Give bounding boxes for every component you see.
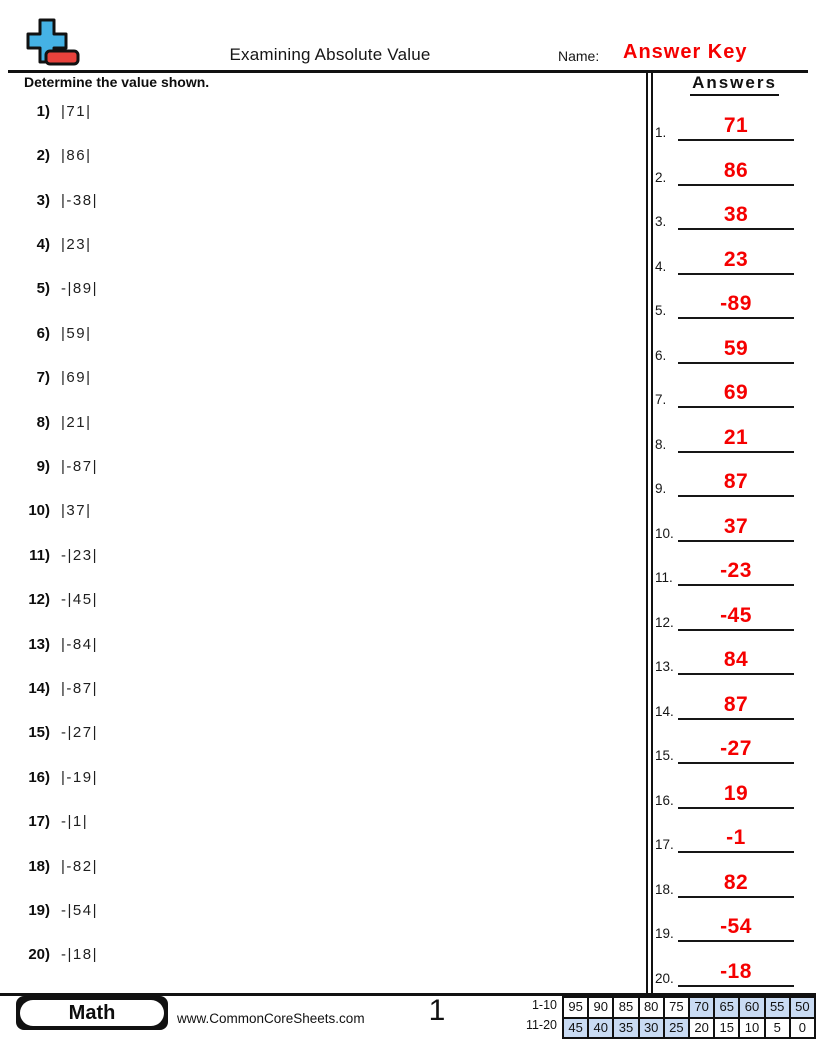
score-cell: 85 <box>614 998 637 1017</box>
answer-row <box>652 453 816 498</box>
score-cell: 5 <box>766 1019 789 1038</box>
question-row <box>24 444 624 488</box>
website-url: www.CommonCoreSheets.com <box>177 1011 365 1026</box>
answer-number: 11. <box>655 570 673 586</box>
answer-row <box>652 497 816 542</box>
answer-number: 8. <box>655 436 667 452</box>
question-expression: |86| <box>61 147 92 165</box>
question-row <box>24 666 624 710</box>
score-row-label-2: 11-20 <box>525 1018 557 1032</box>
answer-value: -18 <box>720 959 752 983</box>
answer-number: 15. <box>655 748 674 764</box>
answer-value: 19 <box>723 781 749 805</box>
subject-badge-label: Math <box>20 1000 164 1026</box>
question-number: 7) <box>36 369 50 387</box>
question-row <box>24 933 624 977</box>
score-cell: 65 <box>715 998 738 1017</box>
score-cell: 20 <box>690 1019 713 1038</box>
answer-value: 21 <box>723 425 749 449</box>
question-expression: |69| <box>61 369 92 387</box>
question-number: 14) <box>28 679 50 697</box>
score-cell: 30 <box>640 1019 663 1038</box>
question-expression: -|54| <box>61 902 98 920</box>
question-row <box>24 622 624 666</box>
answer-value: 59 <box>723 336 749 360</box>
question-number: 4) <box>36 235 50 253</box>
answer-row <box>652 809 816 854</box>
question-number: 18) <box>28 857 50 875</box>
question-row <box>24 355 624 399</box>
answer-number: 13. <box>655 659 674 675</box>
question-expression: |37| <box>61 502 92 520</box>
question-expression: |-84| <box>61 635 98 653</box>
score-cell: 95 <box>564 998 587 1017</box>
answers-heading <box>653 73 816 96</box>
question-row <box>24 888 624 932</box>
answer-value: -54 <box>720 915 752 939</box>
score-cell: 60 <box>740 998 763 1017</box>
answer-blank-line <box>678 985 794 987</box>
answer-row <box>652 720 816 765</box>
question-row <box>24 844 624 888</box>
instruction-text: Determine the value shown. <box>24 74 210 90</box>
score-cell: 70 <box>690 998 713 1017</box>
question-row <box>24 533 624 577</box>
question-row <box>24 800 624 844</box>
question-expression: -|89| <box>61 280 98 298</box>
question-number: 2) <box>36 147 50 165</box>
score-cell: 0 <box>791 1019 814 1038</box>
question-expression: -|27| <box>61 724 98 742</box>
plus-minus-icon <box>26 18 82 68</box>
answer-value: -1 <box>726 826 746 850</box>
answer-number: 17. <box>655 837 674 853</box>
question-expression: |23| <box>61 235 92 253</box>
answer-row <box>652 141 816 186</box>
question-row <box>24 577 624 621</box>
question-expression: -|1| <box>61 813 89 831</box>
answer-row <box>652 764 816 809</box>
answer-row <box>652 898 816 943</box>
score-grid <box>562 996 816 1039</box>
answer-row <box>652 364 816 409</box>
question-number: 8) <box>36 413 50 431</box>
page-number: 1 <box>428 994 446 1027</box>
answer-value: 84 <box>723 648 749 672</box>
answer-row <box>652 631 816 676</box>
question-row <box>24 489 624 533</box>
answer-number: 7. <box>655 392 667 408</box>
question-number: 10) <box>28 502 50 520</box>
answer-value: 87 <box>723 692 749 716</box>
answer-value: 23 <box>723 247 749 271</box>
answers-list <box>652 97 816 987</box>
question-expression: -|18| <box>61 946 98 964</box>
score-cell: 50 <box>791 998 814 1017</box>
question-row <box>24 178 624 222</box>
answer-value: -45 <box>720 603 752 627</box>
answer-value: -27 <box>720 737 752 761</box>
answer-row <box>652 319 816 364</box>
subject-badge <box>16 996 168 1030</box>
answer-value: 87 <box>723 470 749 494</box>
answer-number: 4. <box>655 258 667 274</box>
question-number: 17) <box>28 813 50 831</box>
answer-key-label: Answer Key <box>623 41 748 63</box>
question-number: 9) <box>36 457 50 475</box>
answers-heading-text: Answers <box>690 73 779 96</box>
answer-number: 2. <box>655 169 667 185</box>
question-number: 5) <box>36 280 50 298</box>
question-row <box>24 311 624 355</box>
answer-number: 6. <box>655 347 667 363</box>
answer-number: 18. <box>655 881 674 897</box>
answer-row <box>652 408 816 453</box>
answer-number: 20. <box>655 970 674 986</box>
score-row-label-1: 1-10 <box>531 998 557 1012</box>
question-expression: |-87| <box>61 679 98 697</box>
question-number: 6) <box>36 324 50 342</box>
question-row <box>24 755 624 799</box>
question-number: 13) <box>28 635 50 653</box>
score-cell: 35 <box>614 1019 637 1038</box>
page-title: Examining Absolute Value <box>229 45 431 64</box>
answer-number: 14. <box>655 703 674 719</box>
question-row <box>24 711 624 755</box>
score-cell: 80 <box>640 998 663 1017</box>
answer-value: -89 <box>720 292 752 316</box>
question-number: 15) <box>28 724 50 742</box>
name-label: Name: <box>558 48 600 64</box>
score-cell: 25 <box>665 1019 688 1038</box>
question-expression: |-87| <box>61 457 98 475</box>
question-expression: |71| <box>61 102 92 120</box>
answer-number: 1. <box>655 125 667 141</box>
answer-row <box>652 853 816 898</box>
question-number: 19) <box>28 902 50 920</box>
answer-value: 82 <box>723 870 749 894</box>
question-expression: |-19| <box>61 768 98 786</box>
question-expression: |-82| <box>61 857 98 875</box>
question-row <box>24 400 624 444</box>
score-cell: 40 <box>589 1019 612 1038</box>
question-number: 20) <box>28 946 50 964</box>
question-row <box>24 133 624 177</box>
question-row <box>24 267 624 311</box>
answer-number: 3. <box>655 214 667 230</box>
score-cell: 55 <box>766 998 789 1017</box>
question-expression: -|23| <box>61 546 98 564</box>
question-number: 1) <box>36 102 50 120</box>
answer-value: 71 <box>723 114 749 138</box>
question-number: 16) <box>28 768 50 786</box>
answer-value: 37 <box>723 514 749 538</box>
answer-number: 5. <box>655 303 667 319</box>
answer-row <box>652 230 816 275</box>
questions-list <box>24 89 624 977</box>
answer-number: 16. <box>655 792 674 808</box>
answer-row <box>652 542 816 587</box>
question-expression: |-38| <box>61 191 98 209</box>
question-expression: |21| <box>61 413 92 431</box>
answer-number: 19. <box>655 926 674 942</box>
question-expression: -|45| <box>61 591 98 609</box>
answer-number: 10. <box>655 525 674 541</box>
answer-row <box>652 186 816 231</box>
answer-value: 86 <box>723 158 749 182</box>
question-row <box>24 222 624 266</box>
answer-number: 12. <box>655 614 674 630</box>
score-cell: 45 <box>564 1019 587 1038</box>
answer-row <box>652 586 816 631</box>
question-number: 12) <box>28 591 50 609</box>
answer-row <box>652 275 816 320</box>
answer-row <box>652 942 816 987</box>
answer-value: -23 <box>720 559 752 583</box>
score-cell: 10 <box>740 1019 763 1038</box>
question-number: 3) <box>36 191 50 209</box>
answer-row <box>652 675 816 720</box>
question-expression: |59| <box>61 324 92 342</box>
score-cell: 90 <box>589 998 612 1017</box>
question-row <box>24 89 624 133</box>
question-number: 11) <box>29 546 50 564</box>
answer-row <box>652 97 816 142</box>
answer-value: 38 <box>723 203 749 227</box>
score-cell: 15 <box>715 1019 738 1038</box>
answer-number: 9. <box>655 481 667 497</box>
answer-value: 69 <box>723 381 749 405</box>
score-cell: 75 <box>665 998 688 1017</box>
